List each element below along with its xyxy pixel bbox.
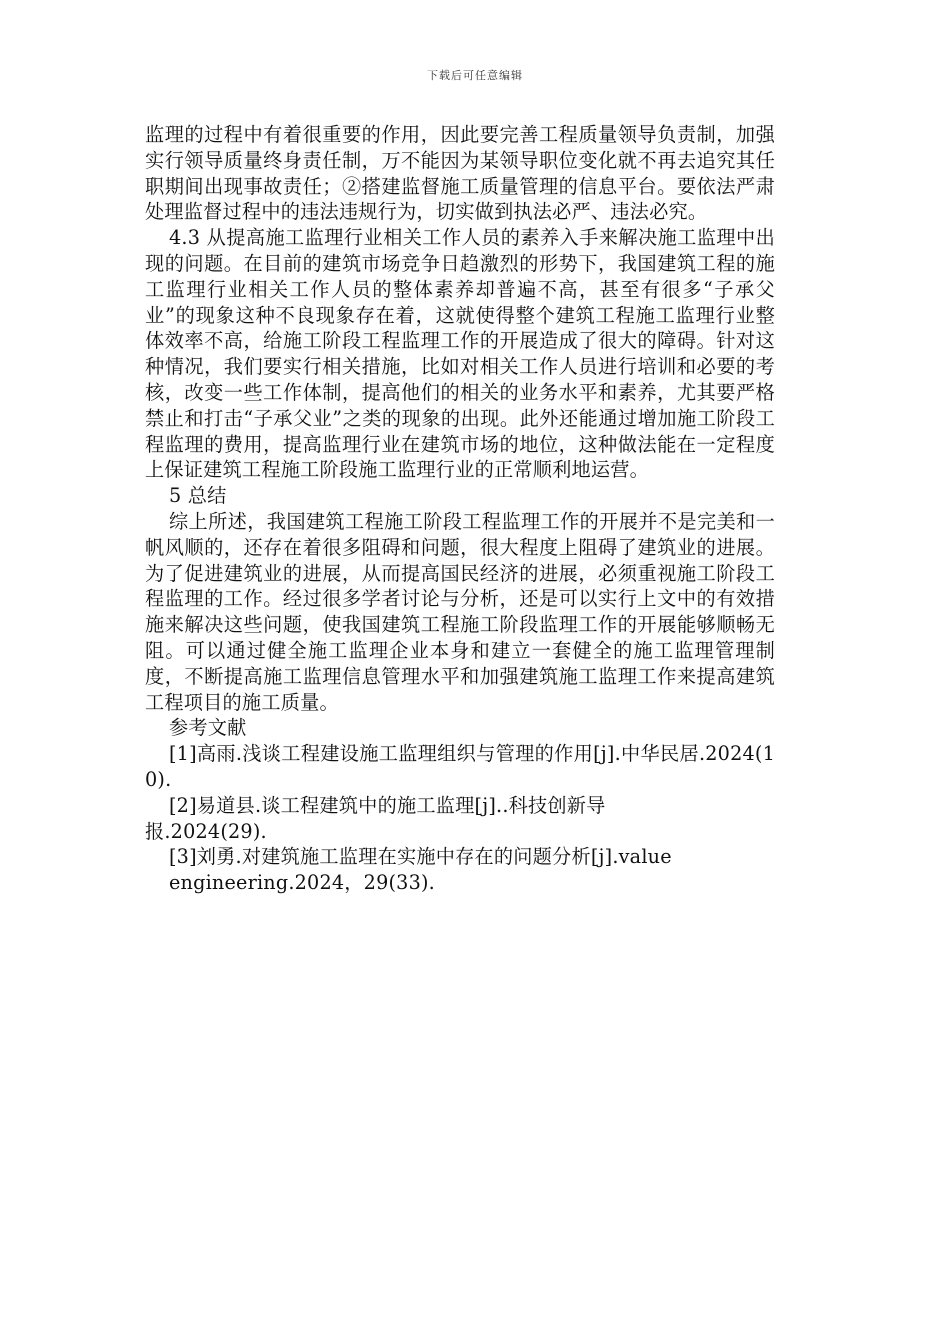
section-heading-5: 5 总结 — [169, 484, 227, 508]
paragraph-continued: 监理的过程中有着很重要的作用，因此要完善工程质量领导负责制，加强实行领导质量终身责任制，万不能因为某领导职位变化就不再去追究其任职期间出现事故责任；②搭建监督施工质量管理的信息平台。要依法严肃处理监督过程中的违法违规行为，切实做到执法必严、违法必究。 — [145, 123, 775, 224]
reference-item-2-line-1: [2]易道县.谈工程建筑中的施工监理[j]..科技创新导 — [169, 793, 606, 817]
reference-item-2-line-2: 报.2024(29). — [145, 819, 267, 843]
references-title: 参考文献 — [169, 716, 247, 740]
reference-item-1: [1]高雨.浅谈工程建设施工监理组织与管理的作用[j].中华民居.2024(10). — [145, 742, 775, 791]
page-header-note: 下载后可任意编辑 — [427, 69, 523, 82]
paragraph-summary: 综上所述，我国建筑工程施工阶段工程监理工作的开展并不是完美和一帆风顺的，还存在着很多阻碍和问题，很大程度上阻碍了建筑业的进展。为了促进建筑业的进展，从而提高国民经济的进展，必须重视施工阶段工程监理的工作。经过很多学者讨论与分析，还是可以实行上文中的有效措施来解决这些问题，使我国建筑工程施工阶段监理工作的开展能够顺畅无阻。可以通过健全施工监理企业本身和建立一套健全的施工监理管理制度，不断提高施工监理信息管理水平和加强建筑施工监理工作来提高建筑工程项目的施工质量。 — [145, 509, 775, 714]
reference-item-3-line-1: [3]刘勇.对建筑施工监理在实施中存在的问题分析[j].value — [169, 845, 672, 869]
paragraph-section-4-3: 4.3 从提高施工监理行业相关工作人员的素养入手来解决施工监理中出现的问题。在目前的建筑市场竞争日趋激烈的形势下，我国建筑工程的施工监理行业相关工作人员的整体素养却普遍不高，甚至有很多“子承父业”的现象这种不良现象存在着，这就使得整个建筑工程施工监理行业整体效率不高，给施工阶段工程监理工作的开展造成了很大的障碍。针对这种情况，我们要实行相关措施，比如对相关工作人员进行培训和必要的考核，改变一些工作体制，提高他们的相关的业务水平和素养，尤其要严格禁止和打击“子承父业”之类的现象的出现。此外还能通过增加施工阶段工程监理的费用，提高监理行业在建筑市场的地位，这种做法能在一定程度上保证建筑工程施工阶段施工监理行业的正常顺利地运营。 — [145, 226, 775, 482]
reference-item-3-line-2: engineering.2024，29(33). — [169, 871, 435, 895]
document-body — [145, 122, 775, 896]
